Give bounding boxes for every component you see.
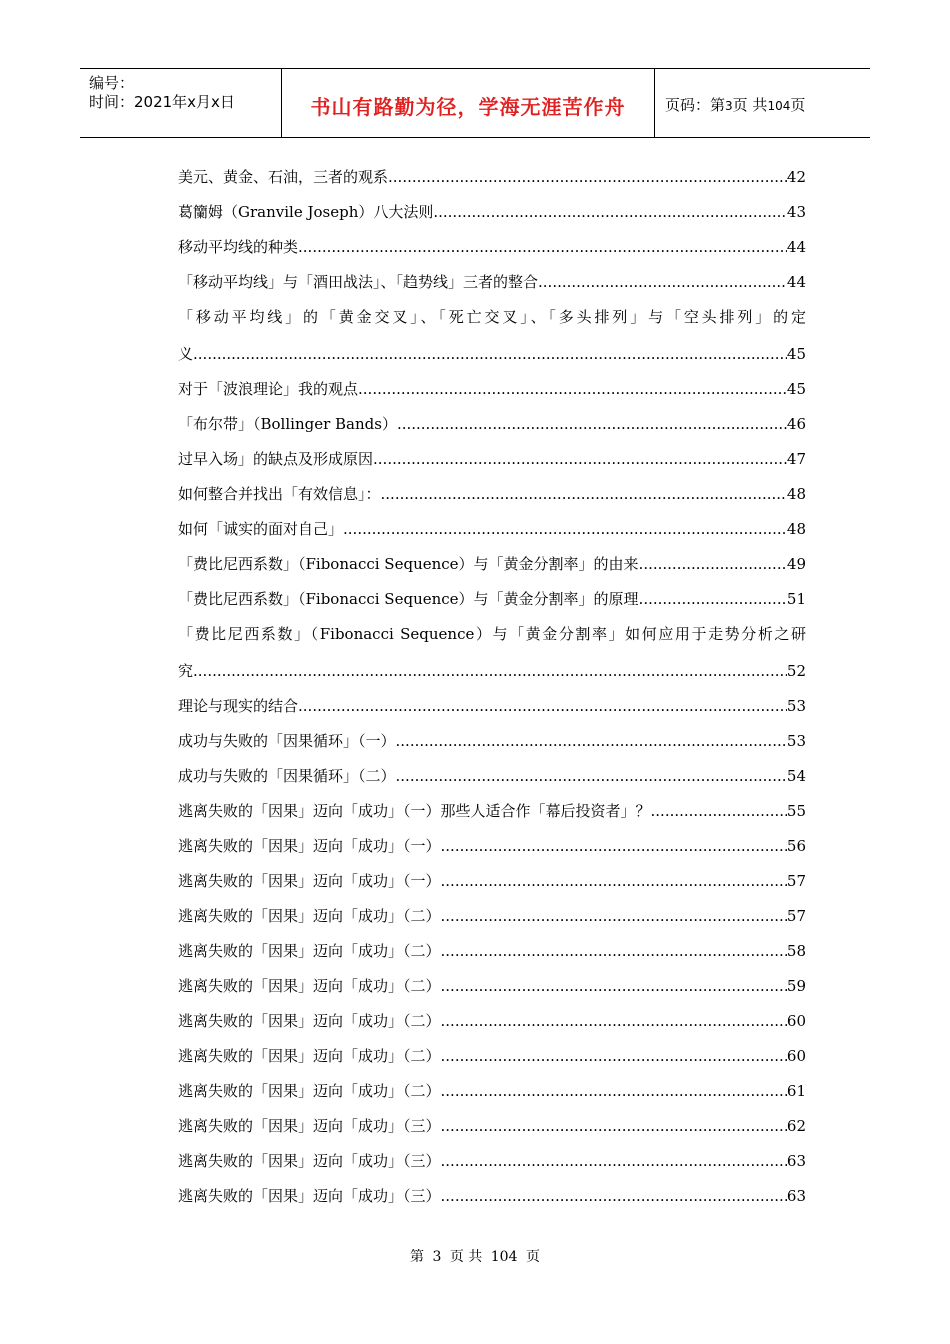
toc-entry-row <box>178 230 806 265</box>
toc-entry[interactable] <box>178 724 806 759</box>
toc-entry-row <box>178 689 806 724</box>
toc-entry[interactable] <box>178 934 806 969</box>
toc-entry-row <box>178 829 806 864</box>
toc-entry-page: 48 <box>786 485 806 503</box>
footer-prefix: 第 <box>410 1249 425 1265</box>
header-page-suffix: 页 <box>790 96 806 114</box>
header-meta-cell <box>80 69 280 137</box>
toc-entry-row <box>178 654 806 689</box>
toc-leader-dots <box>441 1109 787 1144</box>
footer-suffix: 页 <box>525 1249 540 1265</box>
toc-entry-title: 逃离失败的「因果」迈向「成功」（一） <box>178 872 441 890</box>
toc-entry-title: 逃离失败的「因果」迈向「成功」（二） <box>178 1047 441 1065</box>
toc-entry-title: 如何「诚实的面对自己」 <box>178 520 344 538</box>
toc-entry[interactable] <box>178 1074 806 1109</box>
toc-entry[interactable] <box>178 477 806 512</box>
toc-entry-row <box>178 407 806 442</box>
motto-text: 书山有路勤为径，学海无涯苦作舟 <box>310 95 626 119</box>
toc-leader-dots <box>441 1074 787 1109</box>
header-page-number <box>665 94 805 115</box>
toc-entry-row <box>178 969 806 1004</box>
toc-leader-dots <box>397 407 787 442</box>
toc-entry[interactable] <box>178 1004 806 1039</box>
toc-leader-dots <box>441 969 787 1004</box>
toc-entry-row <box>178 1144 806 1179</box>
toc-entry-title: 「费比尼西系数」（Fibonacci Sequence）与「黄金分割率」的由来 <box>178 555 639 573</box>
toc-entry[interactable] <box>178 372 806 407</box>
toc-entry-row <box>178 1004 806 1039</box>
toc-entry[interactable] <box>178 617 806 689</box>
toc-entry-row <box>178 265 806 300</box>
toc-entry[interactable] <box>178 160 806 195</box>
page-footer <box>0 1246 950 1266</box>
toc-entry-page: 49 <box>786 555 806 573</box>
toc-entry-page: 45 <box>786 345 806 363</box>
toc-entry-page: 53 <box>786 732 806 750</box>
toc-leader-dots <box>343 512 787 547</box>
toc-entry[interactable] <box>178 442 806 477</box>
toc-entry-title: 逃离失败的「因果」迈向「成功」（二） <box>178 942 441 960</box>
toc-entry[interactable] <box>178 300 806 372</box>
toc-entry-page: 60 <box>786 1047 806 1065</box>
toc-entry[interactable] <box>178 1039 806 1074</box>
toc-entry-row <box>178 794 806 829</box>
toc-entry-title: 逃离失败的「因果」迈向「成功」（三） <box>178 1117 441 1135</box>
toc-entry-page: 53 <box>786 697 806 715</box>
toc-leader-dots <box>651 794 787 829</box>
toc-leader-dots <box>441 1004 787 1039</box>
toc-entry[interactable] <box>178 230 806 265</box>
toc-entry-title: 逃离失败的「因果」迈向「成功」（二） <box>178 1012 441 1030</box>
toc-leader-dots <box>441 864 787 899</box>
toc-entry-row <box>178 1039 806 1074</box>
toc-entry[interactable] <box>178 759 806 794</box>
toc-entry-page: 63 <box>786 1187 806 1205</box>
toc-entry[interactable] <box>178 899 806 934</box>
toc-entry-page: 63 <box>786 1152 806 1170</box>
toc-entry-title: 义 <box>178 345 194 363</box>
page-header <box>80 68 870 138</box>
toc-entry-title: 成功与失败的「因果循环」（一） <box>178 732 396 750</box>
toc-entry-page: 55 <box>786 802 806 820</box>
toc-leader-dots <box>358 372 787 407</box>
toc-entry-title: 逃离失败的「因果」迈向「成功」（二） <box>178 1082 441 1100</box>
header-page-mid: 页 共 <box>732 96 768 114</box>
toc-entry-row <box>178 547 806 582</box>
toc-entry-page: 59 <box>786 977 806 995</box>
toc-entry-row <box>178 582 806 617</box>
toc-leader-dots <box>388 160 787 195</box>
toc-entry-title: 理论与现实的结合 <box>178 697 299 715</box>
toc-entry-title: 移动平均线的种类 <box>178 238 299 256</box>
footer-total: 104 <box>490 1249 518 1265</box>
toc-leader-dots <box>441 1179 787 1214</box>
toc-entry-title: 究 <box>178 662 194 680</box>
toc-entry-title-line1: 「费比尼西系数」（Fibonacci Sequence）与「黄金分割率」如何应用于走势分析之研 <box>178 625 806 643</box>
toc-entry-row <box>178 864 806 899</box>
toc-entry-title: 过早入场」的缺点及形成原因 <box>178 450 374 468</box>
toc-entry-title: 「布尔带」（Bollinger Bands） <box>178 415 397 433</box>
header-page-total: 104 <box>767 99 791 113</box>
toc-entry-title: 成功与失败的「因果循环」（二） <box>178 767 396 785</box>
toc-entry-title: 美元、黄金、石油，三者的观系 <box>178 168 389 186</box>
toc-entry-title: 如何整合并找出「有效信息」： <box>178 485 381 503</box>
toc-entry[interactable] <box>178 1179 806 1214</box>
toc-entry-page: 51 <box>786 590 806 608</box>
toc-entry-page: 48 <box>786 520 806 538</box>
toc-entry-title: 「费比尼西系数」（Fibonacci Sequence）与「黄金分割率」的原理 <box>178 590 639 608</box>
toc-entry[interactable] <box>178 547 806 582</box>
doc-number-label: 编号： <box>89 74 135 92</box>
toc-entry-title: 逃离失败的「因果」迈向「成功」（三） <box>178 1187 441 1205</box>
toc-entry-page: 54 <box>786 767 806 785</box>
toc-entry-page: 62 <box>786 1117 806 1135</box>
toc-entry-row <box>178 160 806 195</box>
toc-leader-dots <box>193 654 787 689</box>
toc-entry[interactable] <box>178 265 806 300</box>
toc-entry-row <box>178 899 806 934</box>
toc-leader-dots <box>441 934 787 969</box>
toc-entry[interactable] <box>178 689 806 724</box>
toc-entry-page: 57 <box>786 872 806 890</box>
toc-entry-title: 逃离失败的「因果」迈向「成功」（一）那些人适合作「幕后投资者」？ <box>178 802 651 820</box>
toc-entry-row <box>178 372 806 407</box>
toc-entry[interactable] <box>178 512 806 547</box>
table-of-contents <box>178 160 806 1214</box>
header-motto-cell <box>281 69 655 137</box>
toc-entry-row <box>178 477 806 512</box>
toc-entry[interactable] <box>178 195 806 230</box>
toc-entry-row <box>178 934 806 969</box>
footer-page: 3 <box>432 1249 442 1265</box>
doc-time-label: 时间：2021年x月x日 <box>89 93 235 111</box>
toc-leader-dots <box>433 195 787 230</box>
toc-entry-page: 61 <box>786 1082 806 1100</box>
toc-leader-dots <box>441 899 787 934</box>
header-page-current: 3 <box>725 99 733 113</box>
toc-entry-page: 57 <box>786 907 806 925</box>
toc-entry-title: 「移动平均线」与「酒田战法」、「趋势线」三者的整合 <box>178 273 539 291</box>
toc-leader-dots <box>396 759 787 794</box>
toc-entry-page: 42 <box>786 168 806 186</box>
toc-entry-page: 47 <box>786 450 806 468</box>
toc-entry-row <box>178 195 806 230</box>
toc-entry-page: 58 <box>786 942 806 960</box>
toc-leader-dots <box>373 442 787 477</box>
toc-entry[interactable] <box>178 864 806 899</box>
toc-entry-title: 逃离失败的「因果」迈向「成功」（二） <box>178 977 441 995</box>
toc-entry[interactable] <box>178 1144 806 1179</box>
toc-entry-title-line1: 「移动平均线」的「黄金交叉」、「死亡交叉」、「多头排列」与「空头排列」的定 <box>178 308 806 326</box>
header-page-prefix: 页码：第 <box>665 96 726 114</box>
toc-leader-dots <box>441 1039 787 1074</box>
toc-entry-row <box>178 337 806 372</box>
footer-mid: 页 共 <box>449 1249 483 1265</box>
toc-leader-dots <box>639 582 787 617</box>
toc-leader-dots <box>193 337 787 372</box>
toc-leader-dots <box>298 230 787 265</box>
toc-entry-row <box>178 759 806 794</box>
toc-entry-title: 逃离失败的「因果」迈向「成功」（三） <box>178 1152 441 1170</box>
toc-entry[interactable] <box>178 407 806 442</box>
toc-leader-dots <box>538 265 787 300</box>
toc-entry[interactable] <box>178 794 806 829</box>
toc-entry-page: 45 <box>786 380 806 398</box>
toc-entry-page: 52 <box>786 662 806 680</box>
toc-entry-title: 对于「波浪理论」我的观点 <box>178 380 359 398</box>
toc-entry[interactable] <box>178 969 806 1004</box>
toc-leader-dots <box>298 689 787 724</box>
toc-entry-title: 葛籣姆（Granvile Joseph）八大法则 <box>178 203 434 221</box>
toc-entry-page: 56 <box>786 837 806 855</box>
toc-entry-row <box>178 1074 806 1109</box>
toc-entry[interactable] <box>178 829 806 864</box>
toc-leader-dots <box>441 1144 787 1179</box>
toc-leader-dots <box>639 547 787 582</box>
toc-entry-row <box>178 442 806 477</box>
toc-entry-page: 43 <box>786 203 806 221</box>
toc-entry[interactable] <box>178 582 806 617</box>
toc-entry-page: 44 <box>786 273 806 291</box>
toc-entry-row <box>178 724 806 759</box>
toc-entry-title: 逃离失败的「因果」迈向「成功」（一） <box>178 837 441 855</box>
toc-entry[interactable] <box>178 1109 806 1144</box>
toc-entry-title: 逃离失败的「因果」迈向「成功」（二） <box>178 907 441 925</box>
toc-leader-dots <box>441 829 787 864</box>
toc-entry-row <box>178 1109 806 1144</box>
toc-entry-row <box>178 512 806 547</box>
toc-leader-dots <box>381 477 787 512</box>
toc-entry-page: 60 <box>786 1012 806 1030</box>
toc-leader-dots <box>396 724 787 759</box>
toc-entry-page: 44 <box>786 238 806 256</box>
header-page-cell <box>655 69 870 137</box>
toc-entry-page: 46 <box>786 415 806 433</box>
toc-entry-row <box>178 1179 806 1214</box>
